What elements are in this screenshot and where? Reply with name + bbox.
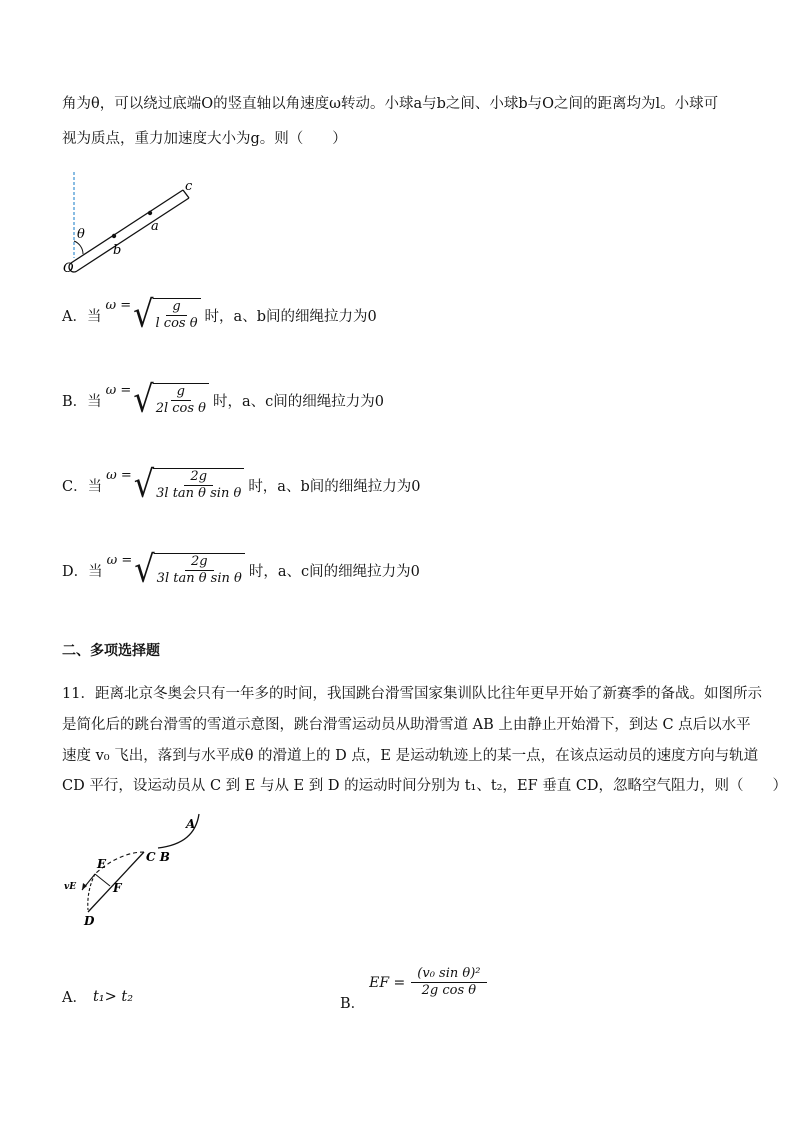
- option-a-numerator: g: [166, 299, 186, 316]
- option-c[interactable]: [62, 462, 421, 506]
- label-a: a: [151, 219, 159, 234]
- label-E: E: [97, 857, 107, 871]
- option-c-prefix: 当: [87, 478, 103, 495]
- q10-stem-line1: 角为θ，可以绕过底端O的竖直轴以角速度ω转动。小球a与b之间、小球b与O之间的距离均为l。小球可: [62, 96, 719, 112]
- option-a-formula: ω = √ $\frac{g}{\text{l cos θ}}$: [105, 298, 200, 332]
- option-b-numerator: g: [171, 384, 191, 401]
- option-b-denominator: 2l cos θ: [155, 401, 206, 416]
- label-D: D: [84, 914, 95, 928]
- q11-option-b-lhs: EF =: [369, 974, 406, 991]
- ball-a: [148, 211, 152, 215]
- ski-jump-figure: [58, 812, 218, 930]
- label-theta: θ: [77, 227, 85, 242]
- q11-option-b-denominator: 2g cos θ: [421, 983, 477, 998]
- option-c-numerator: 2g: [184, 469, 213, 486]
- q11-option-b[interactable]: [340, 966, 494, 1012]
- omega-symbol: ω =: [106, 552, 133, 568]
- label-b: b: [113, 243, 122, 258]
- option-b-formula: ω = √ $\frac{g}{\text{2l cos θ}}$: [106, 383, 209, 417]
- label-F: F: [113, 881, 122, 895]
- option-d-prefix: 当: [88, 563, 103, 580]
- option-b-prefix: 当: [87, 393, 102, 410]
- option-a-letter: A．: [62, 308, 87, 325]
- q11-option-a[interactable]: [62, 986, 133, 1007]
- option-a-prefix: 当: [86, 308, 102, 325]
- q11-option-b-letter: B．: [340, 996, 366, 1012]
- tube-upper-edge: [71, 190, 183, 263]
- option-a[interactable]: [62, 292, 377, 336]
- option-c-formula: ω = √ $\frac{2g}{\text{3l tan θ sin θ}}$: [106, 468, 244, 502]
- option-a-denominator: l cos θ: [155, 316, 198, 331]
- option-d-numerator: 2g: [185, 554, 214, 571]
- q11-stem-line1: 11．距离北京冬奥会只有一年多的时间，我国跳台滑雪国家集训队比往年更早开始了新赛季的备战。如图所示: [62, 686, 762, 702]
- option-d[interactable]: [62, 547, 420, 591]
- omega-symbol: ω =: [105, 297, 132, 313]
- q11-option-b-numerator: (v₀ sin θ)²: [411, 966, 486, 983]
- theta-arc: [74, 241, 83, 254]
- option-d-text: 时，a、c间的细绳拉力为0: [248, 563, 420, 580]
- omega-symbol: ω =: [105, 382, 132, 398]
- q11-option-a-text: t₁> t₂: [92, 988, 134, 1005]
- q11-stem-line3: 速度 v₀ 飞出，落到与水平成θ 的滑道上的 D 点，E 是运动轨迹上的某一点，在该点运动员的速度方向与轨道: [62, 748, 759, 764]
- option-c-letter: C．: [62, 478, 88, 495]
- option-b[interactable]: [62, 377, 384, 421]
- option-d-letter: D．: [62, 563, 89, 580]
- option-a-text: 时，a、b间的细绳拉力为0: [204, 308, 377, 325]
- option-b-letter: B．: [62, 393, 88, 410]
- q11-option-a-letter: A．: [62, 990, 87, 1006]
- option-d-denominator: 3l tan θ sin θ: [156, 571, 242, 586]
- section-title: 二、多项选择题: [62, 643, 160, 659]
- segment-EF: [95, 874, 110, 886]
- q11-option-b-formula: [369, 966, 489, 999]
- trajectory-E-to-D: [88, 874, 95, 910]
- label-CB: C B: [146, 850, 170, 864]
- label-c: c: [185, 179, 193, 194]
- label-A: A: [186, 817, 196, 831]
- option-d-formula: ω = √ $\frac{2g}{\text{3l tan θ sin θ}}$: [107, 553, 245, 587]
- q11-stem-line2: 是简化后的跳台滑雪的雪道示意图，跳台滑雪运动员从助滑雪道 AB 上由静止开始滑下，到达 C 点后以水平: [62, 717, 751, 733]
- q11-stem-line4: CD 平行，设运动员从 C 到 E 与从 E 到 D 的运动时间分别为 t₁、t₂，EF 垂直 CD，忽略空气阻力，则（ ）: [62, 778, 788, 794]
- ball-b: [112, 234, 116, 238]
- q10-stem-line2: 视为质点，重力加速度大小为g。则（ ）: [62, 131, 347, 147]
- option-b-text: 时，a、c间的细绳拉力为0: [213, 393, 384, 410]
- label-O: O: [63, 261, 74, 276]
- option-c-denominator: 3l tan θ sin θ: [156, 486, 242, 501]
- omega-symbol: ω =: [106, 467, 132, 483]
- option-c-text: 时，a、b间的细绳拉力为0: [248, 478, 421, 495]
- tube-lower-edge: [77, 198, 189, 271]
- label-vE: vE: [64, 882, 77, 892]
- tube-figure: [55, 168, 205, 278]
